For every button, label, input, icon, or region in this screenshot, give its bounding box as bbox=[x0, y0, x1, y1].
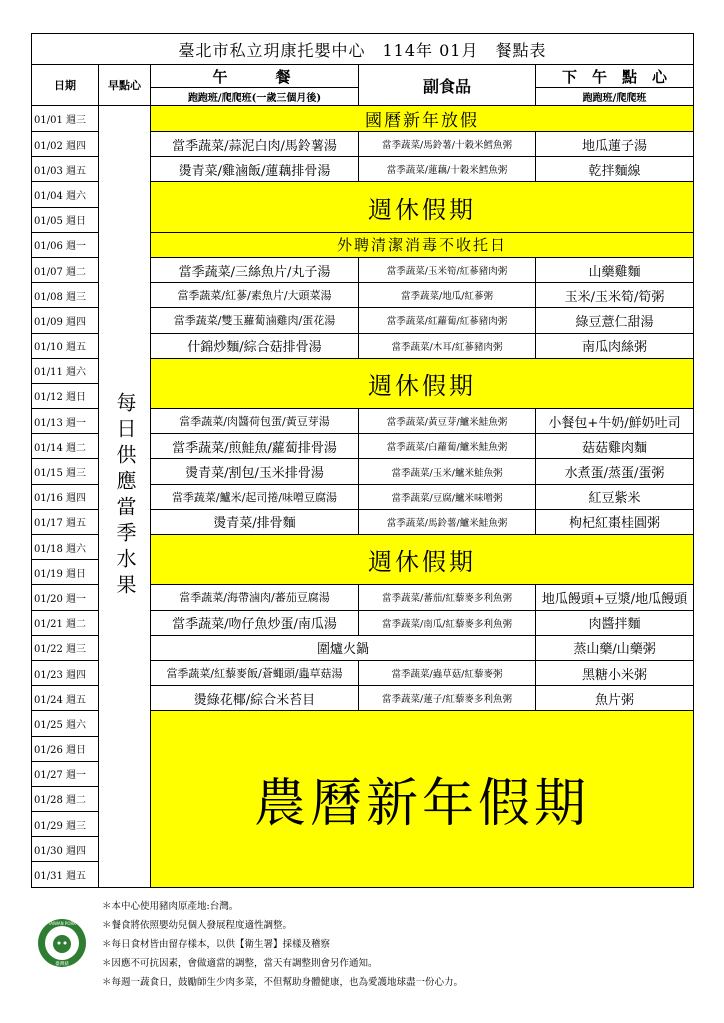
side-dish-cell: 當季蔬菜/蓮子/紅藜麥多利魚粥 bbox=[359, 686, 536, 711]
header-lunch-sub: 跑跑班/爬爬班(一歲三個月後) bbox=[151, 88, 359, 106]
header-snack bbox=[536, 65, 694, 88]
date-cell: 01/21 週二 bbox=[32, 610, 99, 635]
header-snack-char: 下 bbox=[562, 67, 578, 86]
note-line: ＊本中心使用豬肉原產地:台灣。 bbox=[102, 901, 239, 912]
side-dish-cell: 當季蔬菜/地瓜/紅蔘粥 bbox=[359, 283, 536, 308]
lunch-cell: 燙青菜/雞滷飯/蓮藕排骨湯 bbox=[151, 157, 359, 182]
snack-cell: 乾拌麵線 bbox=[536, 157, 694, 182]
lunch-cell: 當季蔬菜/海帶滷肉/蕃茄豆腐湯 bbox=[151, 585, 359, 610]
date-cell: 01/26 週日 bbox=[32, 736, 99, 761]
lunch-cell: 當季蔬菜/煎鮭魚/蘿蔔排骨湯 bbox=[151, 434, 359, 459]
date-cell: 01/12 週日 bbox=[32, 383, 99, 408]
date-cell: 01/29 週三 bbox=[32, 812, 99, 837]
side-dish-cell: 當季蔬菜/馬鈴薯/十穀米鱈魚粥 bbox=[359, 132, 536, 157]
date-cell: 01/14 週二 bbox=[32, 434, 99, 459]
logo-top-text: TAIWAN PORK bbox=[48, 921, 76, 926]
date-cell: 01/06 週一 bbox=[32, 232, 99, 257]
date-cell: 01/03 週五 bbox=[32, 157, 99, 182]
snack-cell: 菇菇雞肉麵 bbox=[536, 434, 694, 459]
header-side: 副食品 bbox=[359, 65, 536, 106]
snack-cell: 水煮蛋/蒸蛋/蛋粥 bbox=[536, 459, 694, 484]
snack-cell: 玉米/玉米筍/筍粥 bbox=[536, 283, 694, 308]
header-snack-sub: 跑跑班/爬爬班 bbox=[536, 88, 694, 106]
lunch-cell: 當季蔬菜/吻仔魚炒蛋/南瓜湯 bbox=[151, 610, 359, 635]
side-dish-cell: 當季蔬菜/南瓜/紅藜麥多利魚粥 bbox=[359, 610, 536, 635]
date-cell: 01/10 週五 bbox=[32, 333, 99, 358]
breakfast-fruit: 每日供應當季水果 bbox=[113, 392, 137, 601]
side-dish-cell: 當季蔬菜/玉米/鱸米鮭魚粥 bbox=[359, 459, 536, 484]
lunch-cell: 什錦炒麵/綜合菇排骨湯 bbox=[151, 333, 359, 358]
holiday-banner: 國曆新年放假 bbox=[151, 106, 694, 132]
side-dish-cell: 當季蔬菜/蕃茄/紅藜麥多利魚粥 bbox=[359, 585, 536, 610]
note-line: ＊餐食將依照嬰幼兒個人發展程度適性調整。 bbox=[102, 920, 293, 931]
date-cell: 01/22 週三 bbox=[32, 635, 99, 660]
side-dish-cell: 當季蔬菜/豆腐/鱸米味噌粥 bbox=[359, 484, 536, 509]
side-dish-cell: 當季蔬菜/蓮藕/十穀米鱈魚粥 bbox=[359, 157, 536, 182]
side-dish-cell: 當季蔬菜/木耳/紅蔘豬肉粥 bbox=[359, 333, 536, 358]
date-cell: 01/05 週日 bbox=[32, 207, 99, 232]
snack-cell: 小餐包+牛奶/鮮奶吐司 bbox=[536, 409, 694, 434]
note-line: ＊每日食材皆由留存樣本，以供【衛生署】採樣及稽察 bbox=[102, 939, 331, 950]
date-cell: 01/02 週四 bbox=[32, 132, 99, 157]
snack-cell: 黑糖小米粥 bbox=[536, 660, 694, 685]
logo-bottom-text: 臺灣豬 bbox=[55, 962, 69, 967]
date-cell: 01/19 週日 bbox=[32, 560, 99, 585]
header-snack-char: 心 bbox=[652, 67, 668, 86]
header-date: 日期 bbox=[32, 65, 99, 106]
snack-cell: 南瓜肉絲粥 bbox=[536, 333, 694, 358]
lunch-cell: 當季蔬菜/肉醬荷包蛋/黃豆芽湯 bbox=[151, 409, 359, 434]
header-lunch: 午 餐 bbox=[151, 65, 359, 88]
taiwan-pork-logo bbox=[37, 918, 87, 968]
snack-cell: 蒸山藥/山藥粥 bbox=[536, 635, 694, 660]
snack-cell: 枸杞紅棗桂圓粥 bbox=[536, 509, 694, 534]
date-cell: 01/28 週二 bbox=[32, 786, 99, 811]
date-cell: 01/13 週一 bbox=[32, 409, 99, 434]
lunch-cell: 燙青菜/割包/玉米排骨湯 bbox=[151, 459, 359, 484]
side-dish-cell: 當季蔬菜/白蘿蔔/鱸米鮭魚粥 bbox=[359, 434, 536, 459]
date-cell: 01/31 週五 bbox=[32, 862, 99, 887]
date-cell: 01/17 週五 bbox=[32, 509, 99, 534]
snack-cell: 山藥雞麵 bbox=[536, 257, 694, 282]
menu-table bbox=[31, 33, 694, 888]
lunch-cell: 當季蔬菜/三絲魚片/丸子湯 bbox=[151, 257, 359, 282]
menu-sheet bbox=[31, 33, 694, 888]
lunch-cell: 燙青菜/排骨麵 bbox=[151, 509, 359, 534]
date-cell: 01/23 週四 bbox=[32, 660, 99, 685]
table-row bbox=[32, 106, 694, 132]
date-cell: 01/09 週四 bbox=[32, 308, 99, 333]
holiday-banner: 外聘清潔消毒不收托日 bbox=[151, 232, 694, 257]
date-cell: 01/16 週四 bbox=[32, 484, 99, 509]
page-title: 臺北市私立玥康托嬰中心 114年 01月 餐點表 bbox=[32, 34, 694, 65]
holiday-banner: 週休假期 bbox=[151, 182, 694, 232]
side-dish-cell: 當季蔬菜/黃豆芽/鱸米鮭魚粥 bbox=[359, 409, 536, 434]
date-cell: 01/07 週二 bbox=[32, 257, 99, 282]
lunch-cell: 當季蔬菜/紅藜麥飯/蒼蠅頭/蟲草菇湯 bbox=[151, 660, 359, 685]
lunch-cell: 當季蔬菜/蒜泥白肉/馬鈴薯湯 bbox=[151, 132, 359, 157]
snack-cell: 紅豆紫米 bbox=[536, 484, 694, 509]
lunch-cell: 當季蔬菜/紅蔘/素魚片/大頭菜湯 bbox=[151, 283, 359, 308]
date-cell: 01/15 週三 bbox=[32, 459, 99, 484]
holiday-banner: 農曆新年假期 bbox=[151, 711, 694, 887]
date-cell: 01/30 週四 bbox=[32, 837, 99, 862]
note-line: ＊因應不可抗因素，會做適當的調整，當天有調整則會另作通知。 bbox=[102, 958, 378, 969]
header-snack-char: 午 bbox=[592, 67, 608, 86]
holiday-banner: 週休假期 bbox=[151, 535, 694, 585]
lunch-cell: 當季蔬菜/鱸米/起司捲/味噌豆腐湯 bbox=[151, 484, 359, 509]
snack-cell: 肉醬拌麵 bbox=[536, 610, 694, 635]
note-line: ＊每週一蔬食日，鼓勵師生少肉多菜，不但幫助身體健康，也為愛護地球盡一份心力。 bbox=[102, 977, 464, 988]
holiday-banner: 週休假期 bbox=[151, 358, 694, 408]
snack-cell: 地瓜饅頭+豆漿/地瓜饅頭 bbox=[536, 585, 694, 610]
date-cell: 01/04 週六 bbox=[32, 182, 99, 207]
date-cell: 01/20 週一 bbox=[32, 585, 99, 610]
date-cell: 01/24 週五 bbox=[32, 686, 99, 711]
lunch-cell: 燙綠花椰/綜合米苔目 bbox=[151, 686, 359, 711]
notes bbox=[102, 897, 463, 992]
side-dish-cell: 當季蔬菜/蟲草菇/紅藜麥粥 bbox=[359, 660, 536, 685]
snack-cell: 魚片粥 bbox=[536, 686, 694, 711]
side-dish-cell: 當季蔬菜/玉米筍/紅蔘豬肉粥 bbox=[359, 257, 536, 282]
lunch-cell: 當季蔬菜/雙玉蘿蔔滷雞肉/蛋花湯 bbox=[151, 308, 359, 333]
breakfast-cell bbox=[99, 106, 151, 888]
date-cell: 01/01 週三 bbox=[32, 106, 99, 132]
side-dish-cell: 當季蔬菜/馬鈴薯/鱸米鮭魚粥 bbox=[359, 509, 536, 534]
header-snack-char: 點 bbox=[622, 67, 638, 86]
date-cell: 01/25 週六 bbox=[32, 711, 99, 736]
snack-cell: 綠豆薏仁甜湯 bbox=[536, 308, 694, 333]
snack-cell: 地瓜蓮子湯 bbox=[536, 132, 694, 157]
date-cell: 01/08 週三 bbox=[32, 283, 99, 308]
date-cell: 01/27 週一 bbox=[32, 761, 99, 786]
date-cell: 01/18 週六 bbox=[32, 535, 99, 560]
lunch-cell: 圍爐火鍋 bbox=[151, 635, 536, 660]
side-dish-cell: 當季蔬菜/紅蘿蔔/紅蔘豬肉粥 bbox=[359, 308, 536, 333]
header-breakfast: 早點心 bbox=[99, 65, 151, 106]
date-cell: 01/11 週六 bbox=[32, 358, 99, 383]
